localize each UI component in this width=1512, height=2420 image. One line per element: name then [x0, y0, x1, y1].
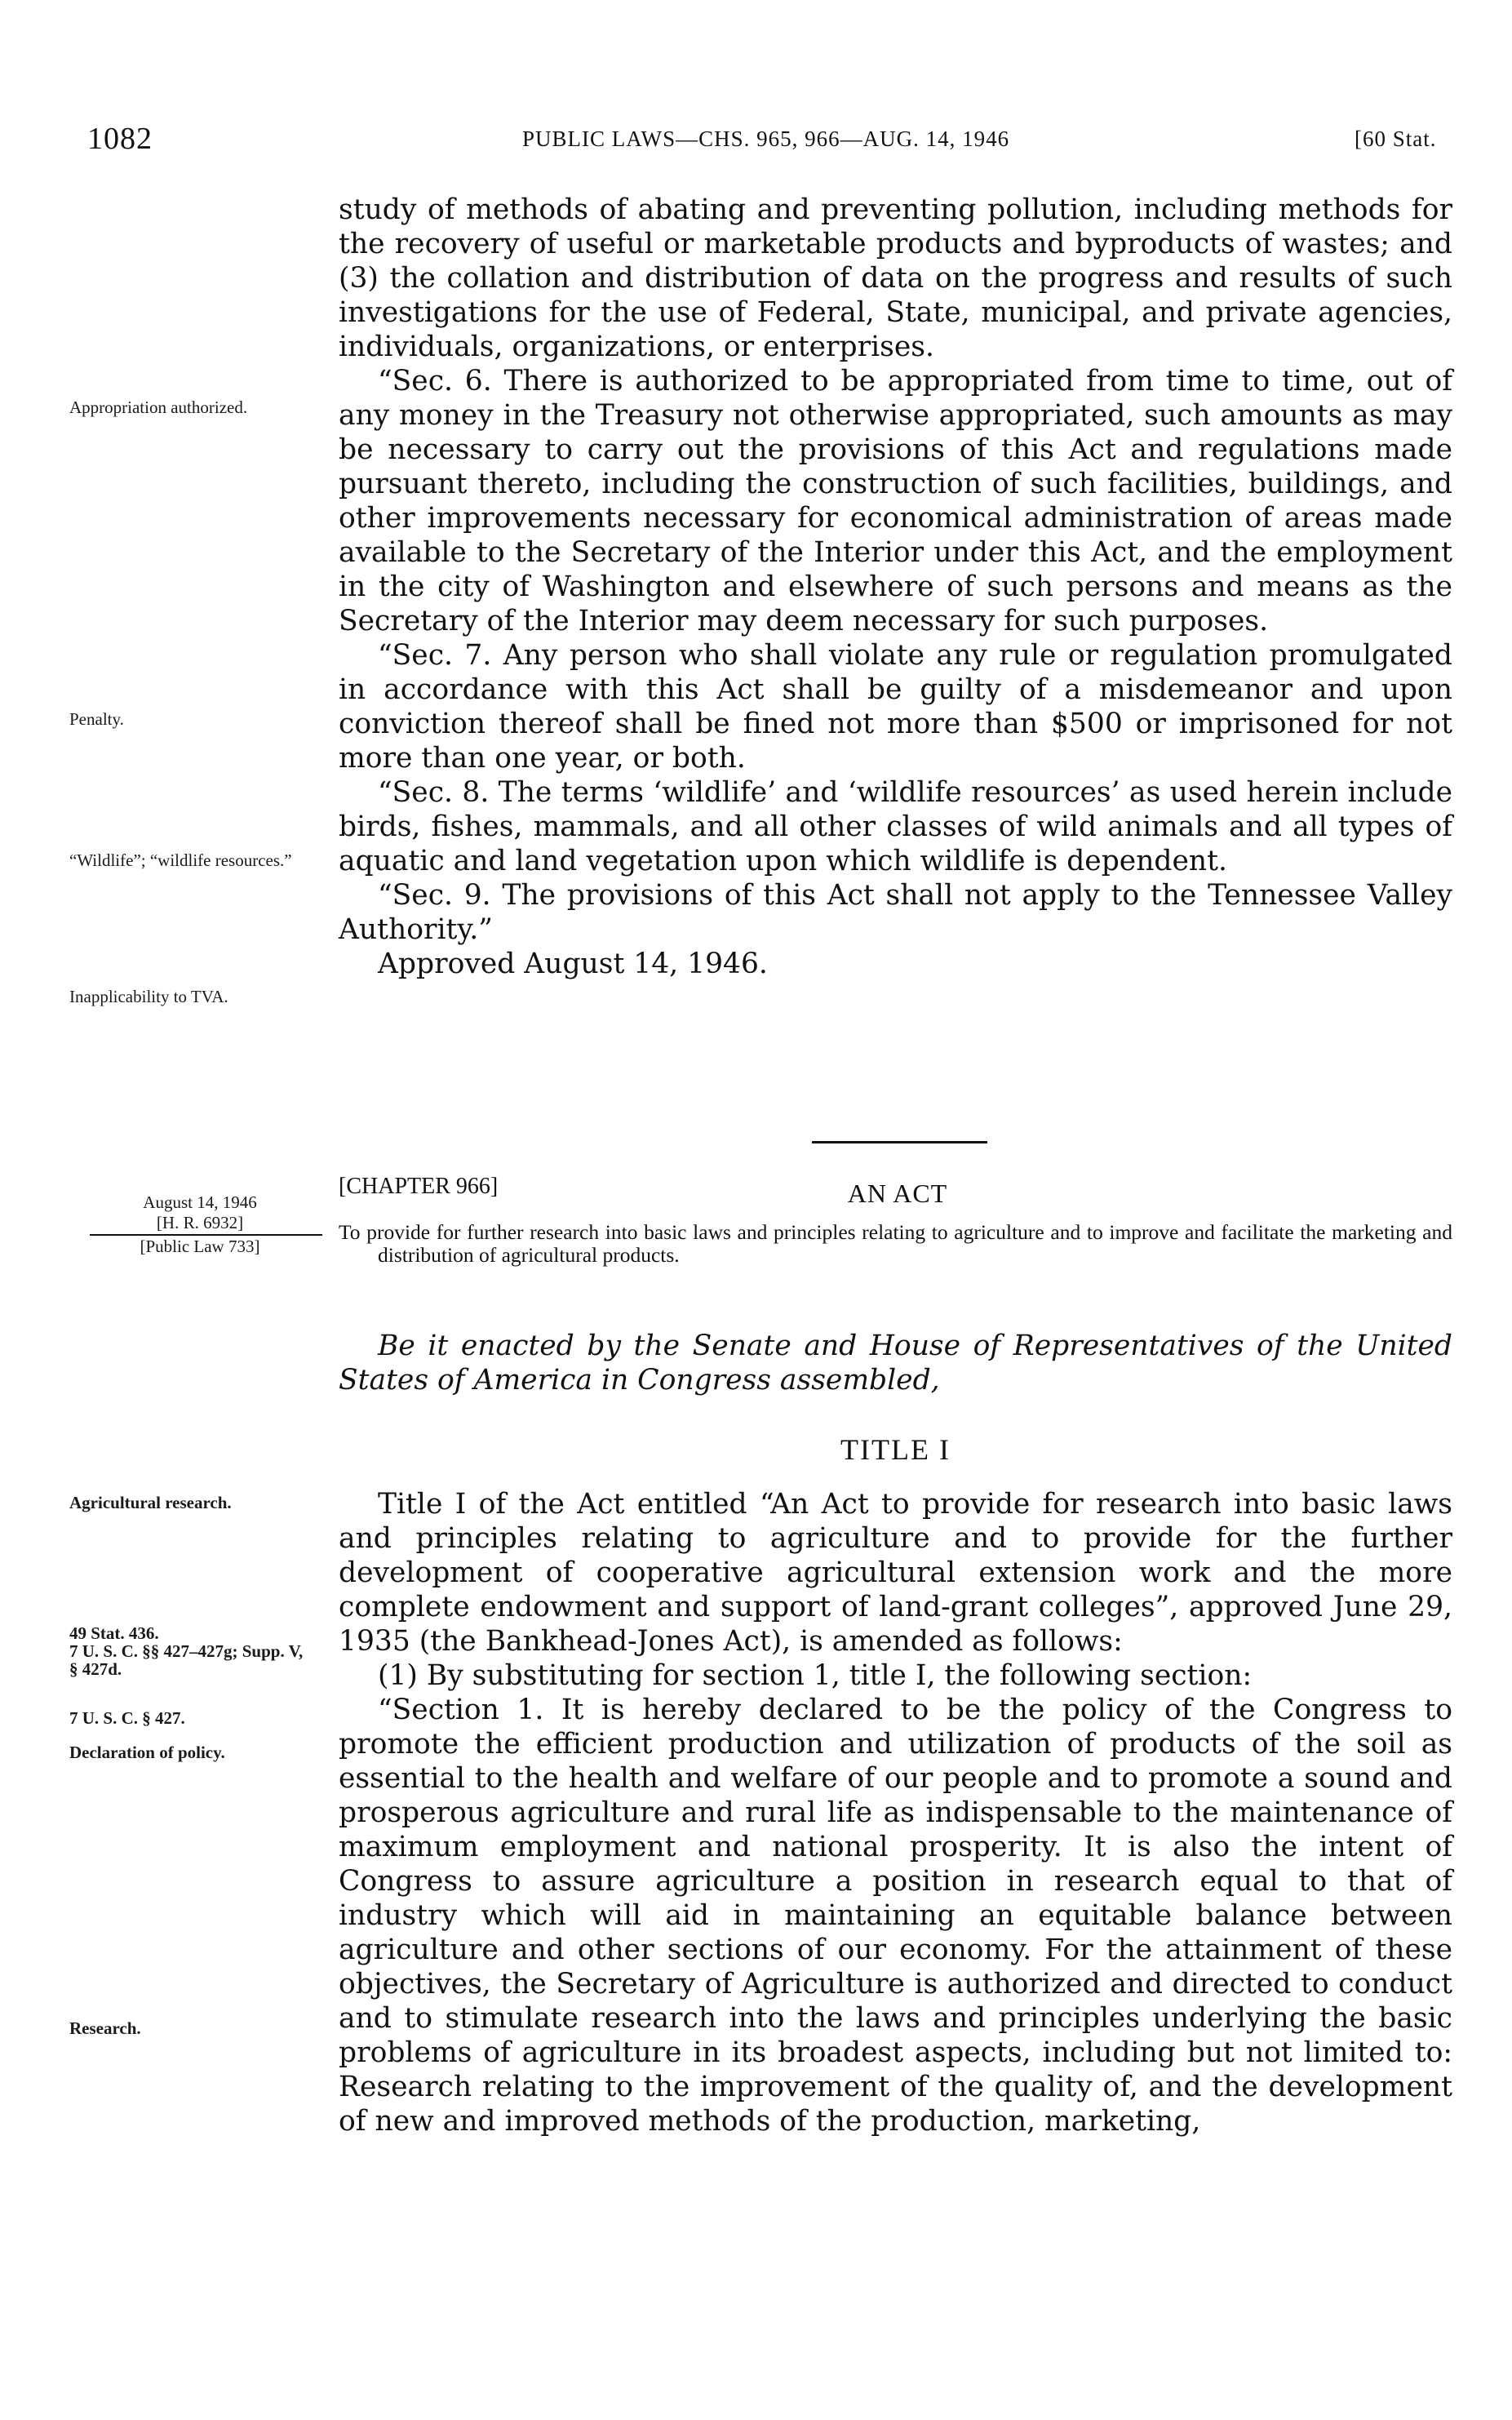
- an-act-heading: AN ACT: [847, 1179, 948, 1208]
- body-text-ch965: [339, 193, 1452, 981]
- act-purpose: [339, 1221, 1452, 1267]
- approved-line: Approved August 14, 1946.: [378, 948, 768, 980]
- statute-reference: [60 Stat.: [1355, 127, 1437, 151]
- margin-note-wildlife: “Wildlife”; “wildlife resources.”: [69, 850, 292, 870]
- margin-note-research: Research.: [69, 2018, 141, 2038]
- margin-note-penalty: Penalty.: [69, 709, 124, 729]
- body-text-ch966: [339, 1487, 1452, 2138]
- margin-note-inapplicability: Inapplicability to TVA.: [69, 987, 228, 1006]
- margin-note-declaration: Declaration of policy.: [69, 1743, 225, 1762]
- title-intro: Title I of the Act entitled “An Act to provide for research into basic laws and principles relating to agriculture and to provide for the further development of cooperative agricultural extension work and the more complete endowment and support of land-grant colleges”, approved June 29, 1935 (the Bankhead-Jones Act), is amended as follows:: [339, 1488, 1452, 1658]
- section-9: “Sec. 9. The provisions of this Act shall not apply to the Tennessee Valley Authority.”: [339, 879, 1452, 946]
- running-title: PUBLIC LAWS—CHS. 965, 966—AUG. 14, 1946: [522, 127, 1010, 151]
- margin-note-usc-427: 7 U. S. C. § 427.: [69, 1708, 185, 1728]
- margin-note-usc-ref: 7 U. S. C. §§ 427–427g; Supp. V, § 427d.: [69, 1641, 304, 1679]
- act-rule: [812, 1141, 987, 1143]
- margin-note-date: August 14, 1946: [143, 1192, 257, 1212]
- margin-note-public-law: [Public Law 733]: [140, 1237, 260, 1256]
- enacting-clause: Be it enacted by the Senate and House of Representatives of the United States of America in Congress assembled,: [339, 1330, 1452, 1396]
- margin-divider: [90, 1234, 322, 1236]
- section-7: “Sec. 7. Any person who shall violate any rule or regulation promulgated in accordance with this Act shall be guilty of a misdemeanor and upon conviction thereof shall be fined not more than $500 or imprisoned for not more than one year, or both.: [339, 639, 1452, 775]
- paragraph-study: study of methods of abating and preventing pollution, including methods for the recovery of useful or marketable products and byproducts of wastes; and (3) the collation and distribution of data on the progress and results of such investigations for the use of Federal, State, municipal, and private agencies, individuals, organizations, or enterprises.: [339, 193, 1452, 363]
- margin-note-bill: [H. R. 6932]: [156, 1213, 244, 1232]
- item-1: (1) By substituting for section 1, title I, the following section:: [378, 1659, 1253, 1692]
- margin-note-agricultural-research: Agricultural research.: [69, 1493, 232, 1512]
- chapter-label: [CHAPTER 966]: [339, 1174, 499, 1199]
- section-8: “Sec. 8. The terms ‘wildlife’ and ‘wildlife resources’ as used herein include birds, fishes, mammals, and all other classes of wild animals and all types of aquatic and land vegetation upon which wildlife is dependent.: [339, 776, 1452, 877]
- section-6: “Sec. 6. There is authorized to be appropriated from time to time, out of any money in the Treasury not otherwise appropriated, such amounts as may be necessary to carry out the provisions of this Act and regulations made pursuant thereto, including the construction of such facilities, buildings, and other improvements necessary for economical administration of areas made available to the Secretary of the Interior under this Act, and the employment in the city of Washington and elsewhere of such persons and means as the Secretary of the Interior may deem necessary for such purposes.: [339, 365, 1452, 637]
- title-heading: TITLE I: [840, 1433, 951, 1466]
- margin-note-stat-ref: 49 Stat. 436.: [69, 1623, 159, 1643]
- margin-note-appropriation: Appropriation authorized.: [69, 397, 248, 417]
- section-1: “Section 1. It is hereby declared to be the policy of the Congress to promote the efficient production and utilization of products of the soil as essential to the health and welfare of our people and to promote a sound and prosperous agriculture and rural life as indispensable to the maintenance of maximum employment and national prosperity. It is also the intent of Congress to assure agriculture a position in research equal to that of industry which will aid in maintaining an equitable balance between agriculture and other sections of our economy. For the attainment of these objectives, the Secretary of Agriculture is authorized and directed to conduct and to stimulate research into the laws and principles underlying the basic problems of agriculture in its broadest aspects, including but not limited to: Research relating to the improvement of the quality of, and the development of new and improved methods of the production, marketing,: [339, 1694, 1452, 2138]
- page-number: 1082: [87, 122, 153, 156]
- act-purpose-text: To provide for further research into basic laws and principles relating to agriculture and to improve and facilitate the marketing and distribution of agricultural products.: [339, 1220, 1452, 1267]
